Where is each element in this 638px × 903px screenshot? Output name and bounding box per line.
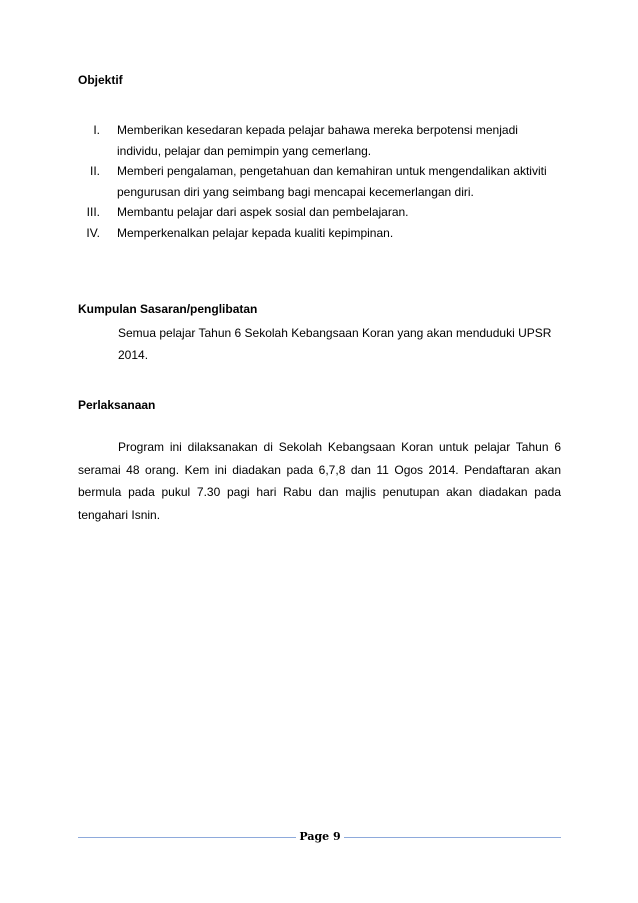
objective-list [70, 120, 570, 243]
list-item [70, 223, 570, 244]
list-item [70, 161, 570, 202]
page-number: Page 9 [299, 830, 341, 843]
list-item-text: Memberi pengalaman, pengetahuan dan kemahiran untuk mengendalikan aktiviti pengurusan diri yang seimbang bagi mencapai kecemerlangan diri. [117, 164, 547, 199]
list-item-number: III. [86, 205, 100, 219]
footer-divider-left [78, 837, 296, 838]
list-item-text: Memberikan kesedaran kepada pelajar bahawa mereka berpotensi menjadi individu, pelajar dan pemimpin yang cemerlang. [117, 123, 518, 158]
list-item-text: Memperkenalkan pelajar kepada kualiti kepimpinan. [117, 225, 394, 240]
list-item-number: IV. [86, 225, 100, 240]
section-heading-kumpulan-sasaran: Kumpulan Sasaran/penglibatan [78, 302, 258, 316]
list-item-text: Membantu pelajar dari aspek sosial dan pembelajaran. [117, 205, 409, 219]
list-item-number: II. [89, 164, 100, 178]
list-item [70, 120, 570, 161]
footer-divider-right [344, 837, 561, 838]
section-heading-perlaksanaan: Perlaksanaan [78, 398, 156, 412]
list-item [70, 202, 570, 223]
list-item-number: I. [93, 123, 100, 137]
section-heading-objektif: Objektif [78, 73, 123, 87]
implementation-paragraph: Program ini dilaksanakan di Sekolah Kebangsaan Koran untuk pelajar Tahun 6 seramai 48 orang. Kem ini diadakan pada 6,7,8 dan 11 Ogos 2014. Pendaftaran akan bermula pada pukul 7.30 pagi hari Rabu dan majlis penutupan akan diadakan pada tengahari Isnin. [78, 440, 561, 522]
page-footer [78, 828, 561, 848]
target-group-paragraph: Semua pelajar Tahun 6 Sekolah Kebangsaan Koran yang akan menduduki UPSR 2014. [118, 326, 552, 362]
